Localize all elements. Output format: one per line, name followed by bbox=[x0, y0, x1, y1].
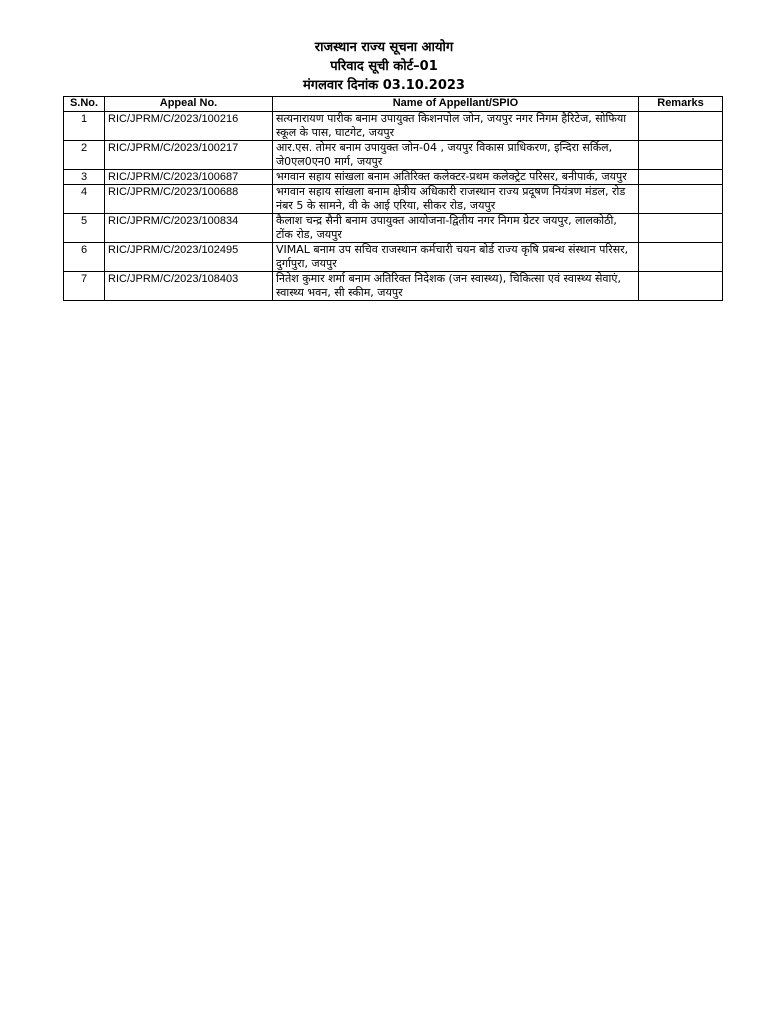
cell-remarks bbox=[639, 272, 723, 301]
document-header bbox=[0, 38, 768, 95]
cell-name: कैलाश चन्द्र सैनी बनाम उपायुक्त आयोजना-द्वितीय नगर निगम ग्रेटर जयपुर, लालकोठी, टोंक रोड, जयपुर bbox=[273, 214, 639, 243]
cell-remarks bbox=[639, 170, 723, 185]
list-title: परिवाद सूची कोर्ट–01 bbox=[330, 59, 438, 74]
cell-sno: 7 bbox=[64, 272, 105, 301]
cell-sno: 5 bbox=[64, 214, 105, 243]
cell-remarks bbox=[639, 243, 723, 272]
table-row bbox=[64, 185, 723, 214]
cell-name: नितेश कुमार शर्मा बनाम अतिरिक्त निदेशक (जन स्वास्थ्य), चिकित्सा एवं स्वास्थ्य सेवाएं, स्वास्थ्य भवन, सी स्कीम, जयपुर bbox=[273, 272, 639, 301]
cell-appeal-no: RIC/JPRM/C/2023/102495 bbox=[105, 243, 273, 272]
cell-name: आर.एस. तोमर बनाम उपायुक्त जोन-04 , जयपुर विकास प्राधिकरण, इन्दिरा सर्किल, जे0एल0एन0 मार्ग, जयपुर bbox=[273, 141, 639, 170]
cell-remarks bbox=[639, 141, 723, 170]
table-row bbox=[64, 141, 723, 170]
cell-appeal-no: RIC/JPRM/C/2023/100217 bbox=[105, 141, 273, 170]
cell-remarks bbox=[639, 112, 723, 141]
table-row bbox=[64, 112, 723, 141]
cell-appeal-no: RIC/JPRM/C/2023/100688 bbox=[105, 185, 273, 214]
column-header-remarks: Remarks bbox=[639, 97, 723, 112]
cell-sno: 6 bbox=[64, 243, 105, 272]
table-row bbox=[64, 243, 723, 272]
cell-name: सत्यनारायण पारीक बनाम उपायुक्त किशनपोल जोन, जयपुर नगर निगम हैरिटेज, सोफिया स्कूल के पास, घाटगेट, जयपुर bbox=[273, 112, 639, 141]
cell-sno: 2 bbox=[64, 141, 105, 170]
cell-sno: 3 bbox=[64, 170, 105, 185]
cell-appeal-no: RIC/JPRM/C/2023/100687 bbox=[105, 170, 273, 185]
date-line: मंगलवार दिनांक 03.10.2023 bbox=[303, 78, 465, 93]
cell-remarks bbox=[639, 185, 723, 214]
table-row bbox=[64, 214, 723, 243]
cell-remarks bbox=[639, 214, 723, 243]
cell-sno: 4 bbox=[64, 185, 105, 214]
table-row bbox=[64, 170, 723, 185]
commission-title: राजस्थान राज्य सूचना आयोग bbox=[314, 40, 454, 55]
cell-name: भगवान सहाय सांखला बनाम क्षेत्रीय अधिकारी राजस्थान राज्य प्रदूषण नियंत्रण मंडल, रोड नंबर 5 के सामने, वी के आई एरिया, सीकर रोड, जयपुर bbox=[273, 185, 639, 214]
column-header-appeal-no: Appeal No. bbox=[105, 97, 273, 112]
cell-appeal-no: RIC/JPRM/C/2023/100834 bbox=[105, 214, 273, 243]
table-row bbox=[64, 272, 723, 301]
cell-name: भगवान सहाय सांखला बनाम अतिरिक्त कलेक्टर-प्रथम कलेक्ट्रेट परिसर, बनीपार्क, जयपुर bbox=[273, 170, 639, 185]
cell-name: VIMAL बनाम उप सचिव राजस्थान कर्मचारी चयन बोर्ड राज्य कृषि प्रबन्ध संस्थान परिसर, दुर्गापुरा, जयपुर bbox=[273, 243, 639, 272]
column-header-sno: S.No. bbox=[64, 97, 105, 112]
cell-appeal-no: RIC/JPRM/C/2023/108403 bbox=[105, 272, 273, 301]
table-header-row bbox=[64, 97, 723, 112]
complaint-list-table bbox=[63, 96, 723, 301]
cell-appeal-no: RIC/JPRM/C/2023/100216 bbox=[105, 112, 273, 141]
cell-sno: 1 bbox=[64, 112, 105, 141]
column-header-name: Name of Appellant/SPIO bbox=[273, 97, 639, 112]
